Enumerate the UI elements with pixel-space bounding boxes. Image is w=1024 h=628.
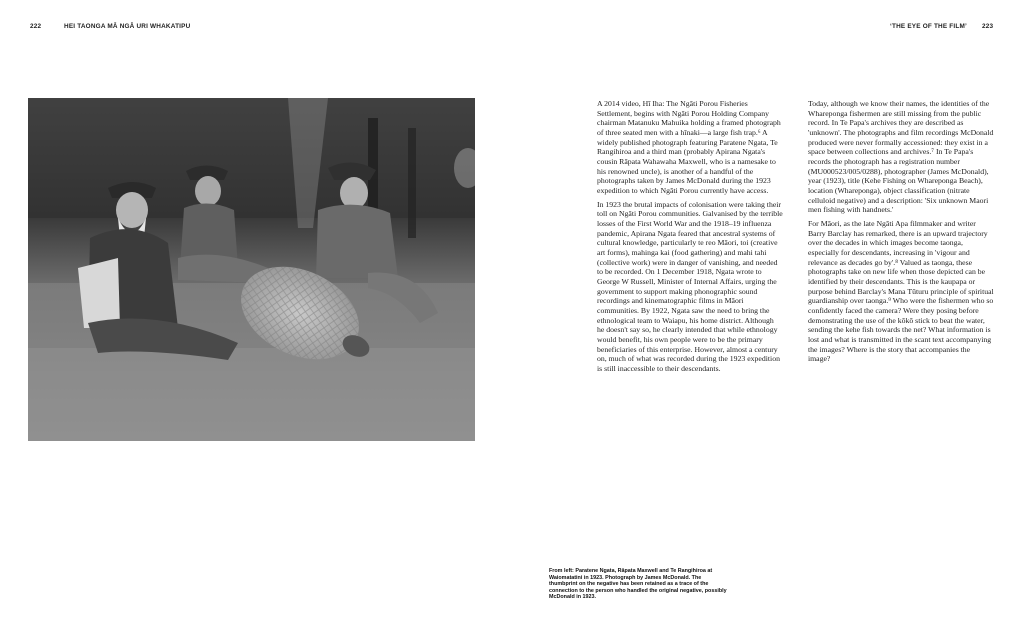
photo-caption: From left: Paratene Ngata, Rāpata Maxwell and Te Rangihiroa at Waiomatatini in 1923. Photograph by James McDonald. The thumbprint on the negative has been retained as a trace of the connection to the person who handled the original negative, possibly McDonald in 1923. <box>549 568 727 601</box>
left-running-title: HEI TAONGA MĀ NGĀ URI WHAKATIPU <box>64 23 191 30</box>
text-column-right <box>808 99 994 368</box>
paragraph: A 2014 video, Hī Iha: The Ngāti Porou Fisheries Settlement, begins with Ngāti Porou Holding Company chairman Matanuku Mahuika holding a framed photograph of three seated men with a hīnaki—a large fish trap.⁶ A widely published photograph featuring Paratene Ngata, Te Rangihiroa and a third man (probably Apirana Ngata's cousin Rāpata Wahawaha Maxwell, who is a namesake to his renowned uncle), is another of a handful of the photographs taken by James McDonald during the 1923 expedition to which Ngāti Porou currently have access. <box>597 99 781 195</box>
paragraph: Today, although we know their names, the identities of the Whareponga fishermen are still missing from the public record. In Te Papa's archives they are described as 'unknown'. The photographs and film recordings McDonald produced were never formally accessioned: they exist in a space between collections and archives.⁷ In Te Papa's records the photograph has a registration number (MU000523/005/0288), photographer (James McDonald), year (1923), title (Kehe Fishing on Whareponga Beach), location (Whareponga), object classification (nitrate celluloid negative) and a description: 'Six unknown Maori men fishing with handnets.' <box>808 99 994 215</box>
right-page-number: 223 <box>982 23 994 30</box>
paragraph: In 1923 the brutal impacts of colonisation were taking their toll on Ngāti Porou communities. Galvanised by the terrible losses of the First World War and the 1918–19 influenza pandemic, Apirana Ngata feared that ancestral systems of cultural knowledge, particularly te reo Māori, toi (creative art forms), mahinga kai (food gathering) and mahi tahi (collective work) were in danger of vanishing, and needed to be recorded. On 1 December 1918, Ngata wrote to George W Russell, Minister of Internal Affairs, urging the government to support making phonographic sound recordings and kinematographic films in Māori communities. By 1922, Ngata saw the need to bring the ethnological team to Waiapu, his home district. Although he doesn't say so, he clearly intended that while ethnology would benefit, his own people were to be the primary beneficiaries of this enterprise. However, almost a century on, much of what was recorded during the 1923 expedition is still inaccessible to their descendants. <box>597 199 783 373</box>
fish-trap-photograph <box>28 98 475 441</box>
right-running-title: ‘THE EYE OF THE FILM’ <box>890 23 967 30</box>
text-column-left <box>597 99 783 378</box>
paragraph: For Māori, as the late Ngāti Apa filmmaker and writer Barry Barclay has remarked, there is an upward trajectory over the decades in which images become taonga, especially for descendants, increasing in 'vigour and relevance as decades go by'.⁸ Valued as taonga, these photographs take on new life when those depicted can be identified by their descendants. This is the kaupapa or purpose behind Barclay's Mana Tūturu principle of spiritual guardianship over taonga.⁹ Who were the fishermen who so confidently faced the camera? Were they posing before demonstrating the use of the kōkō stick to beat the water, sending the kehe fish towards the net? What information is lost and what is transmitted in the scant text accompanying the images? Where is the story that accompanies the image? <box>808 219 994 364</box>
left-page-number: 222 <box>30 23 42 30</box>
